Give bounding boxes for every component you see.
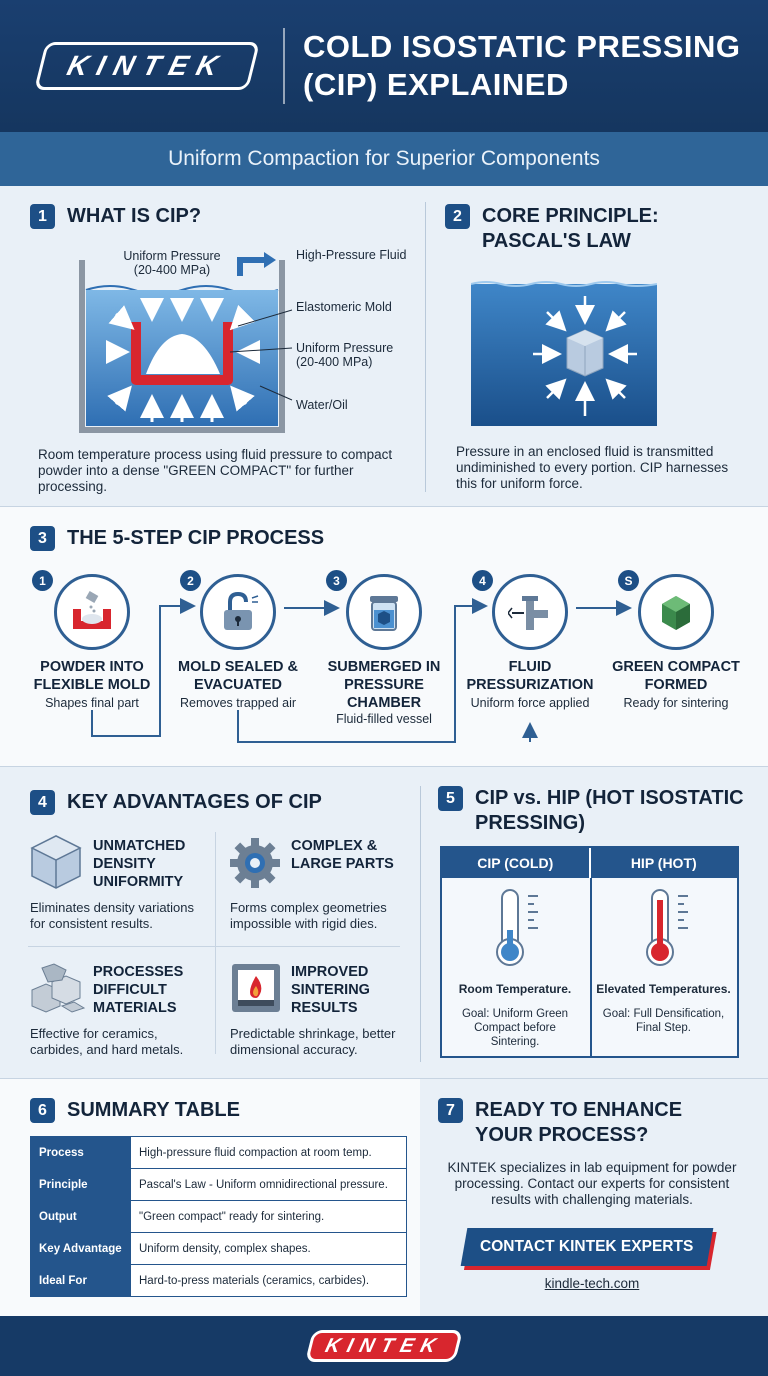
section-1-description: Room temperature process using fluid pressure to compact powder into a dense "GREEN COMPACT" for further processing. (38, 447, 393, 494)
advantage-3-title: PROCESSES DIFFICULT MATERIALS (93, 964, 184, 1016)
subtitle-bar (0, 132, 768, 186)
cube-icon (30, 834, 82, 890)
row-value: Uniform density, complex shapes. (131, 1233, 407, 1265)
advantage-2-title: COMPLEX & LARGE PARTS (291, 838, 394, 872)
step-2-icon-circle (200, 574, 276, 650)
logo-text: KINTEK (323, 1334, 446, 1357)
grid-divider-v (215, 832, 216, 1054)
section-number: 2 (445, 204, 470, 229)
step-5-number: S (618, 570, 639, 591)
section-7-title (438, 1098, 738, 1148)
advantage-2-desc: Forms complex geometries impossible with rigid dies. (230, 900, 387, 931)
label-uniform-pressure-right: Uniform Pressure (20-400 MPa) (296, 341, 394, 369)
website-link[interactable]: kindle-tech.com (544, 1276, 640, 1291)
step-4-desc: Uniform force applied (470, 696, 590, 710)
advantage-1-desc: Eliminates density variations for consistent results. (30, 900, 195, 931)
col-cip-header: CIP (COLD) (442, 848, 591, 878)
section-heading: READY TO ENHANCE YOUR PROCESS? (475, 1099, 683, 1146)
cip-goal: Goal: Uniform Green Compact before Sintering. (461, 1008, 569, 1048)
step-4-label: FLUID PRESSURIZATION (466, 659, 594, 693)
comparison-header (442, 848, 737, 878)
table-row (31, 1265, 407, 1297)
step-5-desc: Ready for sintering (623, 696, 729, 710)
step-1-desc: Shapes final part (45, 696, 139, 710)
hip-goal: Goal: Full Densification, Final Step. (602, 1008, 725, 1034)
grid-divider-h (28, 946, 400, 947)
step-2-desc: Removes trapped air (179, 696, 297, 710)
gear-icon (228, 836, 282, 890)
row-value: Hard-to-press materials (ceramics, carbides). (131, 1265, 407, 1297)
section-heading: KEY ADVANTAGES OF CIP (67, 791, 322, 813)
section-number: 1 (30, 204, 55, 229)
divider (0, 1078, 768, 1079)
step-3-number: 3 (326, 570, 347, 591)
table-row (31, 1201, 407, 1233)
section-heading: THE 5-STEP CIP PROCESS (67, 527, 325, 549)
advantage-3-desc: Effective for ceramics, carbides, and hard metals. (30, 1026, 184, 1057)
thermometer-cold-icon (490, 886, 550, 970)
step-4-icon-circle (492, 574, 568, 650)
summary-table (30, 1136, 407, 1297)
section-number: 4 (30, 790, 55, 815)
row-key: Principle (31, 1169, 131, 1201)
advantage-1-title: UNMATCHED DENSITY UNIFORMITY (93, 838, 186, 890)
table-row (31, 1169, 407, 1201)
subtitle: Uniform Compaction for Superior Components (168, 147, 600, 170)
logo-text: KINTEK (64, 50, 231, 81)
thermometer-hot-icon (640, 886, 700, 970)
step-2-number: 2 (180, 570, 201, 591)
row-key: Process (31, 1137, 131, 1169)
section-4-title (30, 790, 410, 815)
col-hip-header: HIP (HOT) (630, 855, 697, 871)
powder-mold-icon (69, 589, 115, 635)
page-title: COLD ISOSTATIC PRESSING (CIP) EXPLAINED (303, 29, 741, 102)
section-1-title (30, 204, 410, 229)
valve-icon (508, 590, 552, 634)
label-water-oil: Water/Oil (296, 398, 348, 412)
cip-temperature: Room Temperature. (458, 982, 572, 996)
header-divider (283, 28, 285, 104)
section-heading: SUMMARY TABLE (67, 1099, 240, 1121)
section-5-title (438, 786, 758, 836)
contact-experts-button[interactable] (461, 1228, 714, 1266)
step-5-label: GREEN COMPACT FORMED (612, 659, 740, 693)
pascal-law-illustration (471, 276, 657, 426)
section-6-title (30, 1098, 410, 1123)
advantage-4-desc: Predictable shrinkage, better dimensional accuracy. (230, 1026, 396, 1057)
section-number: 5 (438, 786, 463, 811)
padlock-icon (216, 590, 260, 634)
button-label: CONTACT KINTEK EXPERTS (480, 1238, 694, 1255)
blocks-icon (28, 962, 86, 1014)
chamber-icon (362, 590, 406, 634)
hip-temperature: Elevated Temperatures. (596, 982, 731, 996)
cube-icon (654, 590, 698, 634)
section-number: 6 (30, 1098, 55, 1123)
section-3-title (30, 526, 430, 551)
step-1-number: 1 (32, 570, 53, 591)
section-number: 3 (30, 526, 55, 551)
section-divider (420, 786, 421, 1062)
label-uniform-pressure-top: Uniform Pressure (20-400 MPa) (123, 249, 221, 277)
row-value: High-pressure fluid compaction at room temp. (131, 1137, 407, 1169)
table-row (31, 1137, 407, 1169)
step-1-label: POWDER INTO FLEXIBLE MOLD (33, 659, 151, 693)
step-5-icon-circle (638, 574, 714, 650)
label-elastomeric-mold: Elastomeric Mold (296, 300, 392, 314)
label-high-pressure-fluid: High-Pressure Fluid (296, 248, 407, 262)
section-heading: CORE PRINCIPLE: PASCAL'S LAW (482, 205, 659, 252)
step-2-label: MOLD SEALED & EVACUATED (177, 659, 299, 693)
row-value: "Green compact" ready for sintering. (131, 1201, 407, 1233)
footer-kintek-logo[interactable] (305, 1330, 463, 1362)
row-key: Key Advantage (31, 1233, 131, 1265)
section-heading: WHAT IS CIP? (67, 205, 202, 227)
furnace-icon (230, 962, 282, 1014)
divider (0, 766, 768, 767)
section-7-description: KINTEK specializes in lab equipment for powder processing. Contact our experts for consistent results with challenging materials. (447, 1160, 737, 1207)
table-row (31, 1233, 407, 1265)
section-divider (425, 202, 426, 492)
step-1-icon-circle (54, 574, 130, 650)
kintek-logo[interactable] (34, 42, 260, 90)
row-key: Output (31, 1201, 131, 1233)
section-number: 7 (438, 1098, 463, 1123)
step-3-desc: Fluid-filled vessel (336, 712, 432, 726)
section-heading: CIP vs. HIP (HOT ISOSTATIC PRESSING) (475, 787, 744, 834)
row-key: Ideal For (31, 1265, 131, 1297)
step-3-label: SUBMERGED IN PRESSURE CHAMBER (327, 659, 441, 711)
divider (0, 506, 768, 507)
advantage-4-title: IMPROVED SINTERING RESULTS (291, 964, 370, 1016)
step-4-number: 4 (472, 570, 493, 591)
section-2-description: Pressure in an enclosed fluid is transmitted undiminished to every portion. CIP harnesses this for uniform force. (456, 444, 729, 491)
row-value: Pascal's Law - Uniform omnidirectional pressure. (131, 1169, 407, 1201)
section-2-title (445, 204, 745, 254)
step-3-icon-circle (346, 574, 422, 650)
